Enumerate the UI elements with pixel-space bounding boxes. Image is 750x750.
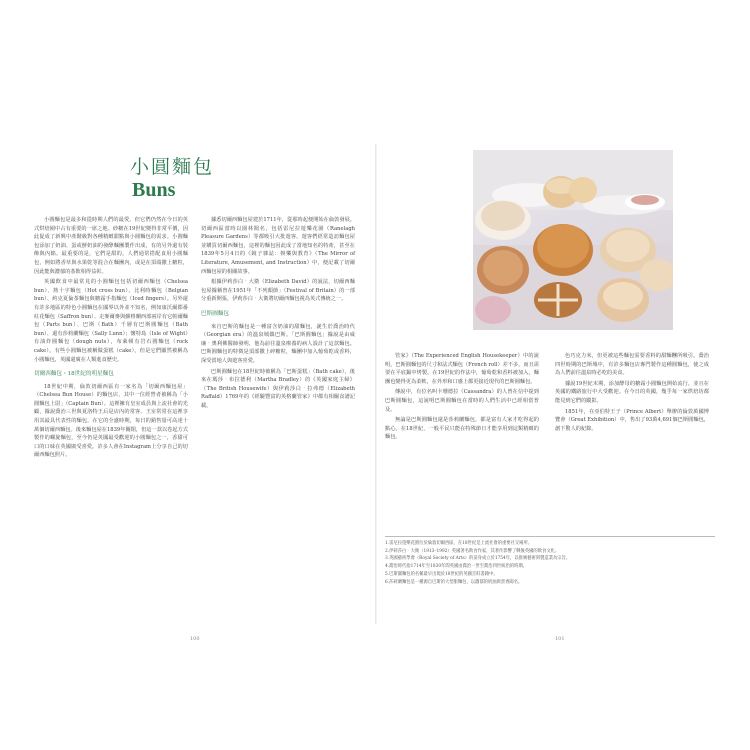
paragraph: 色巧克力米，但更被這些麵包需要香料的甜麵糰所吸引。喬治四世時期的巴斯城中，有許多麵包店專門製作這種圓麵包，使之成為人們前往溫泉時必吃的美食。	[555, 353, 709, 377]
paragraph: 英國飲食中最常見的小圓麵包包括切爾西麵包（Chelsea bun）、熱十字麵包（Hot cross bun）、比利時麵包（Belgian bun）、約克夏倫茶麵包與糖霜手指麵包（Iced fingers）。另外還有許多地區的特色小圓麵包在國界以外並不知名，例如康沃爾郡番紅花麵包（Saffron bun）、走麥爾麥與蘇格蘭西部兩岸有它帕爾麵包（Parts bun）、巴斯（Bath）千層有巴斯圓麵包（Bath bun）、還有莎莉蘭麵包（Sally Lunn）；懷特島（Isle of Wight）有油炸圓麵包（dough nuts），布萊頓有岩石圓麵包（rock cake）。有些小圓麵包被稱做蛋糕（cake），但是它們顯然被稱為小圓麵包，英國還廣在人類進食歷史。	[34, 279, 188, 363]
footnotes	[385, 536, 715, 586]
paragraph: 小圓麵包是最多和從時期人們的最愛，但它們仍然在今日的英式烘焙圈中占有重要的一席之地。砂糖在19世紀變得非常平價，因此促成了新興中產階級對各種精緻甜點與小圓麵包的需求。小圓麵包添加了奶油、蛋或鮮奶油的發酵麵團製作出成，有的另外還有裝飾與內餡。最重要的是，它們是甜的。人們通常搭配食用小圓麵包，例如將香草與水果乾等混合在麵團內，或是在頂端撒上糖粒，因此能與濃郁的茶飲相得益彰。	[34, 217, 188, 275]
paragraph: 根據伊莉莎白‧大衛（Elizabeth David）的說法，切爾西麵包屋據稱曾在1951年「不列顛節」（Festival of Britain）的一部分重新開張，伊莉莎白‧大衛將切爾西麵包視為英式傳統之一。	[201, 279, 355, 303]
paragraph: 傳說中，有位名叫卡珊德拉（Cassandra）的人曾在信中提到巴斯圓麵包，這說明巴斯圓麵包在當時的人們生活中已經相當普及。	[385, 389, 539, 413]
left-column-2	[201, 216, 355, 412]
paragraph: 來自巴斯的麵包是一種富含奶油的甜麵包，誕生於喬治時代（Georgian era）的溫泉城鎮巴斯。「巴斯圓麵包」據說是由威廉‧奧利佛醫師發明，他為前往溫泉療養的病人設計了這款麵包。巴斯圓麵包的特徵是頂部撒上碎糖粒，麵團中加入葡萄乾或香料，深受當地人與遊客喜愛。	[201, 323, 355, 364]
footnote: 2.伊莉莎白‧大衛（1913–1992）英國著名飲食作家，其著作影響了戰後英國的飲食文化。	[385, 548, 560, 554]
title-chinese: 小圓麵包	[130, 156, 215, 178]
paragraph: 1851年，在亞伯特王子（Prince Albert）舉辦的倫敦萬國博覽會（Great Exhibition）中，售出了93萬4,691個巴斯圓麵包，創下驚人的紀錄。	[555, 408, 709, 432]
footnote: 1.雷尼拉遊樂花園位於倫敦切爾西區，在18世紀是上流社會的重要社交場所。	[385, 541, 533, 546]
buns-photo	[473, 150, 673, 330]
section-heading-chelsea: 切爾西麵包・18世紀的明星麵包	[34, 371, 114, 378]
footnote: 4.喬治時代指1714年至1830年間英國由喬治一世至喬治四世統治的時期。	[385, 564, 527, 570]
title-english: Buns	[132, 179, 176, 201]
right-column-1	[385, 352, 539, 444]
footnote: 3.英國藝術學會（Royal Society of Arts）的前身成立於1754年，以推廣藝術與製造業為宗旨。	[385, 556, 571, 562]
left-column-1	[34, 216, 188, 462]
paragraph: 據說19世紀末期，添加酵母的糖霜小圓麵包開始流行，並且在英國的鐵路旅行中大受歡迎。在今日的英國，幾乎每一家烘焙坊都能見到它們的蹤影。	[555, 380, 709, 404]
page-number-right: 101	[555, 636, 565, 642]
paragraph: 18世紀中期，倫敦切爾西區有一家名為「切爾西麵包屋」（Chelsea Bun House）的麵包店，其中一位經營者被稱為「小圓麵包上尉」（Captain Bun）。這裡擁有皇室成員與上流社會的光顧，據說喬治三世與夏洛特王后是店內的常客，王室常常在這裡享用其最具代表性的麵包。在它的全盛時期，每日的銷售量可高達十萬個切爾西麵包。後來麵包屋在1839年關閉，但這一款以卷起方式製作的螺旋麵包，至今仍是英國最受歡迎的小圓麵包之一，香甜可口的口味在英國廣受喜愛。許多人會在Instagram上分享自己的切爾西麵包照片。	[34, 383, 188, 459]
buns-illustration	[473, 150, 673, 330]
footnote: 6.莎莉蘭麵包是一種源自巴斯的大型甜麵包，以濃郁的奶油與蛋香聞名。	[385, 579, 523, 585]
footnote: 5.巴斯圓麵包的名稱最早出現於18世紀的英國烹飪書籍中。	[385, 571, 498, 577]
right-column-2	[555, 352, 709, 435]
right-page	[377, 144, 734, 642]
section-heading-bath: 巴斯圓麵包	[201, 310, 229, 317]
paragraph: 據悉切爾西麵包屋建於1711年，從那時起便開始在倫敦發展。切爾西區當時以園林聞名，包括雷尼拉遊樂花園（Ranelagh Pleasure Gardens）等都吸引大批遊客。遊客們經常造訪麵包屋並購買切爾西麵包，這裡的麵包因此成了當地知名的特產，甚至在1839年5月4日的《鏡子雜誌：娛樂與教育》（The Mirror of Literature, Amusement, and Instruction）中，便記載了切爾西麵包屋的相關故事。	[201, 217, 355, 275]
title-block	[18, 152, 215, 202]
left-page	[18, 144, 375, 642]
paragraph: 管家》（The Experienced English Housekeeper）中的說明，巴斯圓麵包的尺寸和法式麵包（French roll）差不多，而且需要在平底鍋中烤製。在19世紀的作法中，葡萄乾和香料被加入，麵團也變得更為柔軟，在外形和口感上都更接近現代的巴斯圓麵包。	[385, 353, 539, 385]
page-number-left: 100	[190, 636, 200, 642]
paragraph: 巴斯圓麵包在18世紀時被稱為「巴斯蛋糕」（Bath cake），後來在瑪莎‧布拉德利（Martha Bradley）的《英國家庭主婦》（The British Housewife）與伊莉莎白‧拉弗德（Elizabeth Raffald）1769年的《經驗豐富的英格蘭管家》中都有相關食譜記載。	[201, 368, 355, 409]
paragraph: 無論是巴斯圓麵包還是莎莉蘭麵包，都是富有人家才吃得起的點心。在18世紀，一般平民只能在特殊節日才能享用到這類精緻的麵包。	[385, 417, 539, 441]
